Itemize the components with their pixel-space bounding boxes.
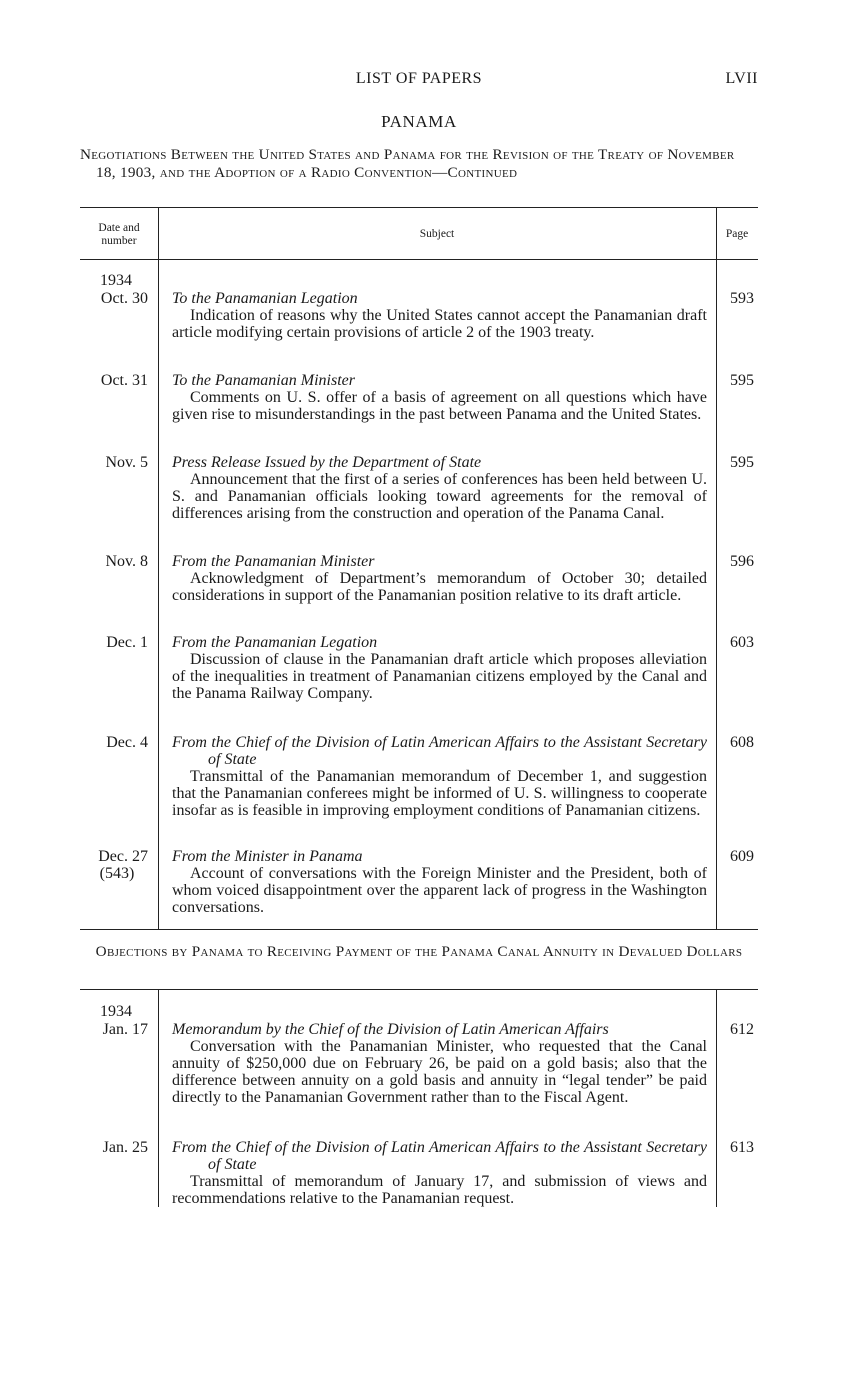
table-row-subject: [172, 290, 707, 341]
table1-year: 1934: [100, 272, 132, 289]
table2-top-rule: [80, 989, 758, 990]
heading-objections: [80, 943, 758, 961]
table-row-page: 613: [730, 1139, 754, 1156]
table-row-date: [80, 848, 148, 882]
entry-description: Account of conversations with the Foreign Minister and the President, both of whom voiced disappointment over the apparent lack of progress in the Washington conversations.: [172, 865, 707, 916]
entry-title: From the Panamanian Legation: [172, 634, 378, 651]
header-subject: Subject: [419, 228, 455, 240]
table1-divider-left: [158, 207, 159, 929]
table-row-page: 603: [730, 634, 754, 651]
entry-title: From the Minister in Panama: [172, 848, 363, 865]
table-row-date: Oct. 30: [100, 290, 148, 307]
table-row-page: 596: [730, 553, 754, 570]
entry-description: Transmittal of memorandum of January 17, and submission of views and recommendations relative to the Panamanian request.: [172, 1173, 707, 1207]
table-row-date: Nov. 8: [105, 553, 148, 570]
entry-description: Announcement that the first of a series of conferences has been held between U. S. and Panamanian officials looking toward agreements for the removal of differences arising from the construction and operation of the Panama Canal.: [172, 471, 707, 522]
entry-description: Acknowledgment of Department’s memorandum of October 30; detailed considerations in support of the Panamanian position relative to its draft article.: [172, 570, 707, 604]
table-row-date: Dec. 4: [106, 734, 148, 751]
table-row-page: 595: [730, 454, 754, 471]
table-row-page: 608: [730, 734, 754, 751]
table-row-date: Dec. 1: [106, 634, 148, 651]
table-row-subject: [172, 454, 707, 522]
running-head: [80, 70, 758, 92]
entry-title: From the Panamanian Minister: [172, 553, 375, 570]
entry-title: From the Chief of the Division of Latin American Affairs to the Assistant Secretary of State: [172, 1139, 707, 1173]
page-number: LVII: [725, 70, 758, 87]
entry-description: Comments on U. S. offer of a basis of agreement on all questions which have given rise to misunderstandings in the past between Panama and the United States.: [172, 389, 707, 423]
table-row-subject: [172, 372, 707, 423]
heading-negotiations: [80, 146, 758, 182]
heading-objections-text: Objections by Panama to Receiving Payment of the Panama Canal Annuity in Devalued Dollars: [95, 943, 743, 960]
table-row-subject: [172, 734, 707, 819]
document-number: (543): [99, 865, 135, 882]
table-row-date: Oct. 31: [100, 372, 148, 389]
table-row-date-text: Dec. 27: [98, 848, 148, 865]
section-title: PANAMA: [381, 112, 457, 131]
header-date: Date and number: [98, 222, 140, 247]
running-head-title: LIST OF PAPERS: [355, 70, 483, 87]
table-row-subject: [172, 1021, 707, 1106]
table1-divider-right: [716, 207, 717, 929]
table-row-date: Nov. 5: [105, 454, 148, 471]
table-row-page: 612: [730, 1021, 754, 1038]
entry-title: To the Panamanian Minister: [172, 372, 355, 389]
table-row-subject: [172, 1139, 707, 1207]
table2-divider-left: [158, 989, 159, 1207]
entry-title: Memorandum by the Chief of the Division of Latin American Affairs: [172, 1021, 609, 1038]
entry-title: To the Panamanian Legation: [172, 290, 358, 307]
entry-description: Transmittal of the Panamanian memorandum of December 1, and suggestion that the Panamanian conferees might be informed of U. S. willingness to cooperate insofar as is feasible in improving employment conditions of Panamanian citizens.: [172, 768, 707, 819]
table-row-date: Jan. 25: [102, 1139, 148, 1156]
table-row-page: 595: [730, 372, 754, 389]
table-row-page: 593: [730, 290, 754, 307]
table1-top-rule: [80, 207, 758, 208]
entry-description: Indication of reasons why the United States cannot accept the Panamanian draft article modifying certain provisions of article 2 of the 1903 treaty.: [172, 307, 707, 341]
table-row-date: Jan. 17: [102, 1021, 148, 1038]
entry-description: Conversation with the Panamanian Minister, who requested that the Canal annuity of $250,000 due on February 26, be paid on a gold basis; also that the difference between annuity on a gold basis and annuity in “legal tender” be paid directly to the Panamanian Government rather than to the Fiscal Agent.: [172, 1038, 707, 1106]
table1-header-rule: [80, 259, 758, 260]
table-row-subject: [172, 553, 707, 604]
entry-description: Discussion of clause in the Panamanian draft article which proposes alleviation of the inequalities in treatment of Panamanian citizens employed by the Canal and the Panama Railway Company.: [172, 651, 707, 702]
table-row-page: 609: [730, 848, 754, 865]
table-row-subject: [172, 848, 707, 916]
heading-negotiations-text: Negotiations Between the United States and Panama for the Revision of the Treaty of November 18, 1903, and the Adoption of a Radio Convention—Continued: [80, 146, 735, 181]
table2-divider-right: [716, 989, 717, 1207]
table2-year: 1934: [100, 1003, 132, 1020]
entry-title: From the Chief of the Division of Latin American Affairs to the Assistant Secretary of State: [172, 734, 707, 768]
table-row-subject: [172, 634, 707, 702]
section-separator-rule: [80, 929, 758, 930]
header-page: Page: [725, 228, 749, 240]
entry-title: Press Release Issued by the Department of State: [172, 454, 482, 471]
